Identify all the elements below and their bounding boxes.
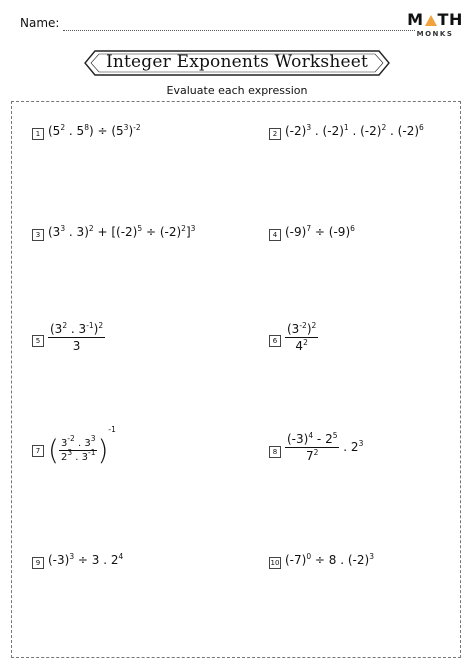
problem-number: 5 xyxy=(32,335,44,347)
problem-number: 2 xyxy=(269,128,281,140)
fraction: $\frac{(-3)^4 - 2^5}{7^2}$ xyxy=(287,431,338,463)
problem-expression: $\frac{(-3)^4 - 2^5}{7^2}$ . $2^3$ xyxy=(287,431,364,463)
name-line[interactable] xyxy=(63,30,415,31)
problem-number: 8 xyxy=(269,446,281,458)
problem-expression: $(-7)^0 \div 8$ . $(-2)^3$ xyxy=(285,552,374,567)
problem-number: 6 xyxy=(269,335,281,347)
problem-expression: $(-3)^3 \div 3$ . $2^4$ xyxy=(48,552,124,567)
problem-number: 7 xyxy=(32,445,44,457)
problem-number: 3 xyxy=(32,229,44,241)
problem-number: 4 xyxy=(269,229,281,241)
fraction: $\frac{(3^{-2})^2}{4^2}$ xyxy=(287,321,317,353)
problem-number: 1 xyxy=(32,128,44,140)
instructions: Evaluate each expression xyxy=(166,84,308,97)
worksheet-title: Integer Exponents Worksheet xyxy=(105,52,369,72)
logo-wordmark: M TH xyxy=(407,10,463,29)
name-label: Name: xyxy=(20,16,60,30)
problem-expression: $(-9)^7 \div (-9)^6$ xyxy=(285,224,355,239)
problem-expression xyxy=(285,322,318,353)
logo-subtitle: MONKS xyxy=(416,30,454,38)
problem-expression: ($5^2$ . $5^8) \div (5^3)^{-2}$ xyxy=(48,123,141,138)
logo-triangle-icon xyxy=(425,15,437,26)
fraction: $\frac{(3^2 . 3^{-1})^2}{3}$ xyxy=(50,321,104,353)
problem-expression: ($3^3$ . $3)^2 + [(-2)^5 \div (-2)^2]^3$ xyxy=(48,224,196,239)
fraction: $\frac{3^{-2} . 3^3}{2^3 . 3^{-1}}$ xyxy=(60,434,96,463)
problem-number: 9 xyxy=(32,557,44,569)
math-monks-logo xyxy=(405,10,465,44)
problems-frame xyxy=(11,101,461,658)
problem-expression xyxy=(48,322,105,353)
problem-expression: ( $\frac{3^{-2} . 3^3}{2^3 . 3^{-1}}$ )$^{-1}$ xyxy=(48,425,116,467)
problem-expression: $(-2)^3$ . $(-2)^1$ . $(-2)^2$ . $(-2)^6$ xyxy=(285,123,424,138)
title-banner xyxy=(83,50,391,76)
problem-number: 10 xyxy=(270,559,280,567)
